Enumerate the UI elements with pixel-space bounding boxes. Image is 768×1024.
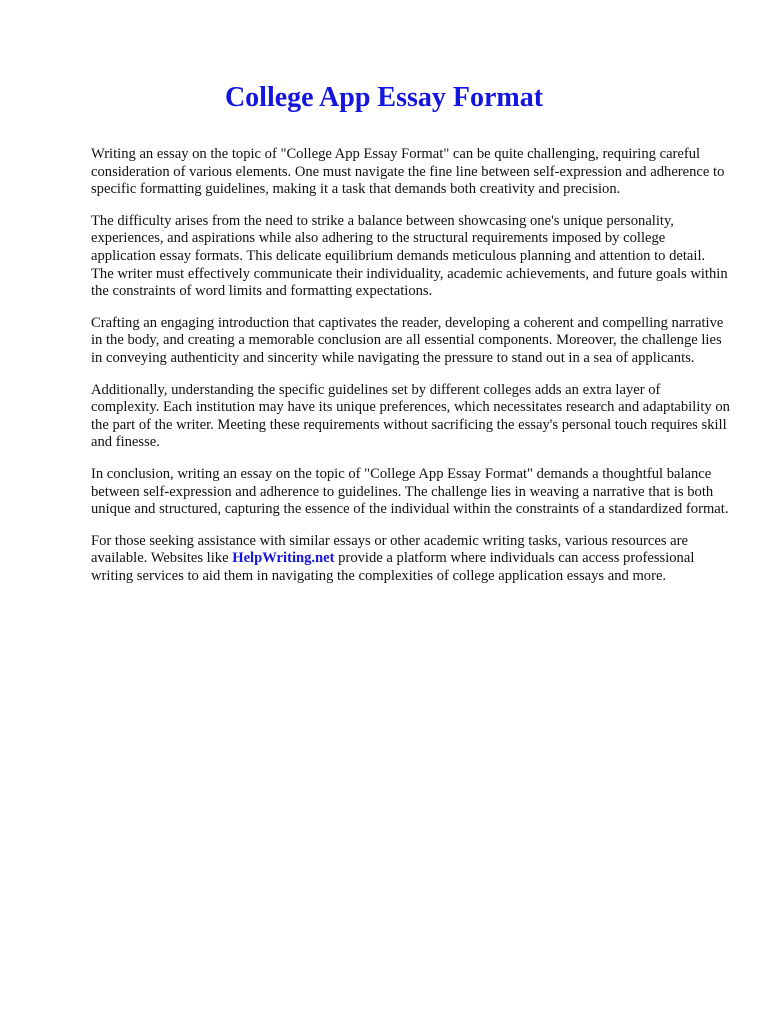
- paragraph-6-text-after-link: provide a platform where individuals can access professional writing services to aid them in navigating the complexities of college application essays and more.: [91, 550, 695, 584]
- paragraph-3: Crafting an engaging introduction that captivates the reader, developing a coherent and compelling narrative in the body, and creating a memorable conclusion are all essential components. Moreover, the challenge lies in conveying authenticity and sincerity while navigating the pressure to stand out in a sea of applicants.: [91, 314, 724, 366]
- paragraph-1: Writing an essay on the topic of "College App Essay Format" can be quite challenging, requiring careful consideration of various elements. One must navigate the fine line between self-expression and adherence to specific formatting guidelines, making it a task that demands both creativity and precision.: [91, 146, 725, 198]
- helpwriting-link[interactable]: HelpWriting.net: [232, 550, 335, 567]
- paragraph-5: In conclusion, writing an essay on the topic of "College App Essay Format" demands a thoughtful balance between self-expression and adherence to guidelines. The challenge lies in weaving a narrative that is both unique and structured, capturing the essence of the individual within the constraints of a standardized format.: [91, 465, 729, 518]
- paragraph-2: The difficulty arises from the need to strike a balance between showcasing one's unique personality, experiences, and aspirations while also adhering to the structural requirements imposed by college application essay formats. This delicate equilibrium demands meticulous planning and attention to detail. The writer must effectively communicate their individuality, academic achievements, and future goals within the constraints of word limits and formatting expectations.: [91, 212, 728, 300]
- page-title: College App Essay Format: [224, 82, 544, 113]
- paragraph-6-text-before-link: For those seeking assistance with similar essays or other academic writing tasks, various resources are available. Websites like: [91, 532, 688, 567]
- paragraph-4: Additionally, understanding the specific guidelines set by different colleges adds an extra layer of complexity. Each institution may have its unique preferences, which necessitates research and adaptability on the part of the writer. Meeting these requirements without sacrificing the essay's personal touch requires skill and finesse.: [91, 381, 730, 451]
- document-body: [91, 146, 731, 599]
- paragraph-6: [91, 533, 731, 586]
